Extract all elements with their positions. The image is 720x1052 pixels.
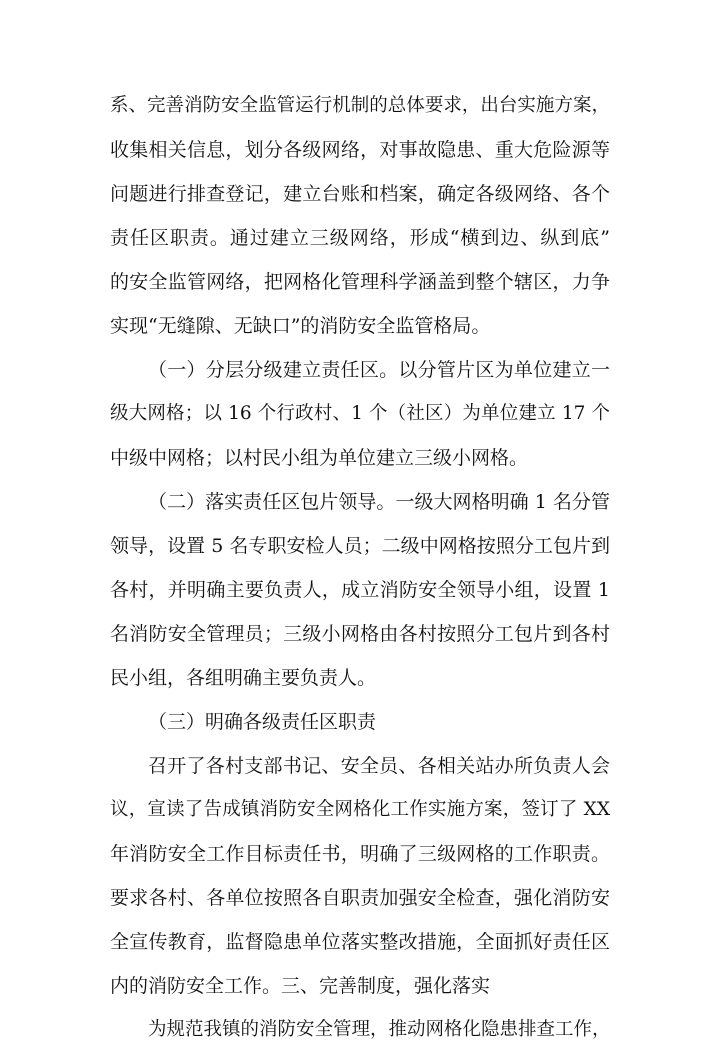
text-line: 要求各村、各单位按照各自职责加强安全检查，强化消防安: [110, 887, 610, 909]
text-line: （一）分层分级建立责任区。以分管片区为单位建立一: [148, 359, 610, 381]
text-line: 名消防安全管理员；三级小网格由各村按照分工包片到各村: [110, 623, 610, 645]
text-line: 的安全监管网络，把网格化管理科学涵盖到整个辖区，力争: [110, 271, 610, 293]
text-line: 内的消防安全工作。三、完善制度，强化落实: [110, 975, 491, 997]
text-line: （二）落实责任区包片领导。一级大网格明确 1 名分管: [148, 491, 610, 513]
text-line: （三）明确各级责任区职责: [148, 711, 377, 733]
text-line: 召开了各村支部书记、安全员、各相关站办所负责人会: [148, 755, 610, 777]
text-line: 问题进行排查登记，建立台账和档案，确定各级网络、各个: [110, 183, 610, 205]
text-line: 级大网格；以 16 个行政村、1 个（社区）为单位建立 17 个: [110, 403, 610, 424]
text-line: 年消防安全工作目标责任书，明确了三级网格的工作职责。: [110, 843, 610, 865]
document-body: [110, 84, 610, 1052]
text-line: 系、完善消防安全监管运行机制的总体要求，出台实施方案，: [110, 95, 610, 116]
text-line: 全宣传教育，监督隐患单位落实整改措施，全面抓好责任区: [110, 931, 610, 953]
text-line: 为规范我镇的消防安全管理，推动网格化隐患排查工作，: [148, 1019, 611, 1040]
text-line: 议，宣读了告成镇消防安全网格化工作实施方案，签订了 XX: [110, 799, 610, 820]
text-line: 责任区职责。通过建立三级网络，形成“横到边、纵到底”: [110, 227, 610, 249]
text-line: 实现“无缝隙、无缺口”的消防安全监管格局。: [110, 315, 491, 337]
text-line: 领导，设置 5 名专职安检人员；二级中网格按照分工包片到: [110, 535, 610, 557]
text-line: 各村，并明确主要负责人，成立消防安全领导小组，设置 1: [110, 579, 610, 601]
text-line: 收集相关信息，划分各级网络，对事故隐患、重大危险源等: [110, 139, 610, 161]
text-line: 中级中网格；以村民小组为单位建立三级小网格。: [110, 447, 529, 469]
text-line: 民小组，各组明确主要负责人。: [110, 667, 377, 689]
